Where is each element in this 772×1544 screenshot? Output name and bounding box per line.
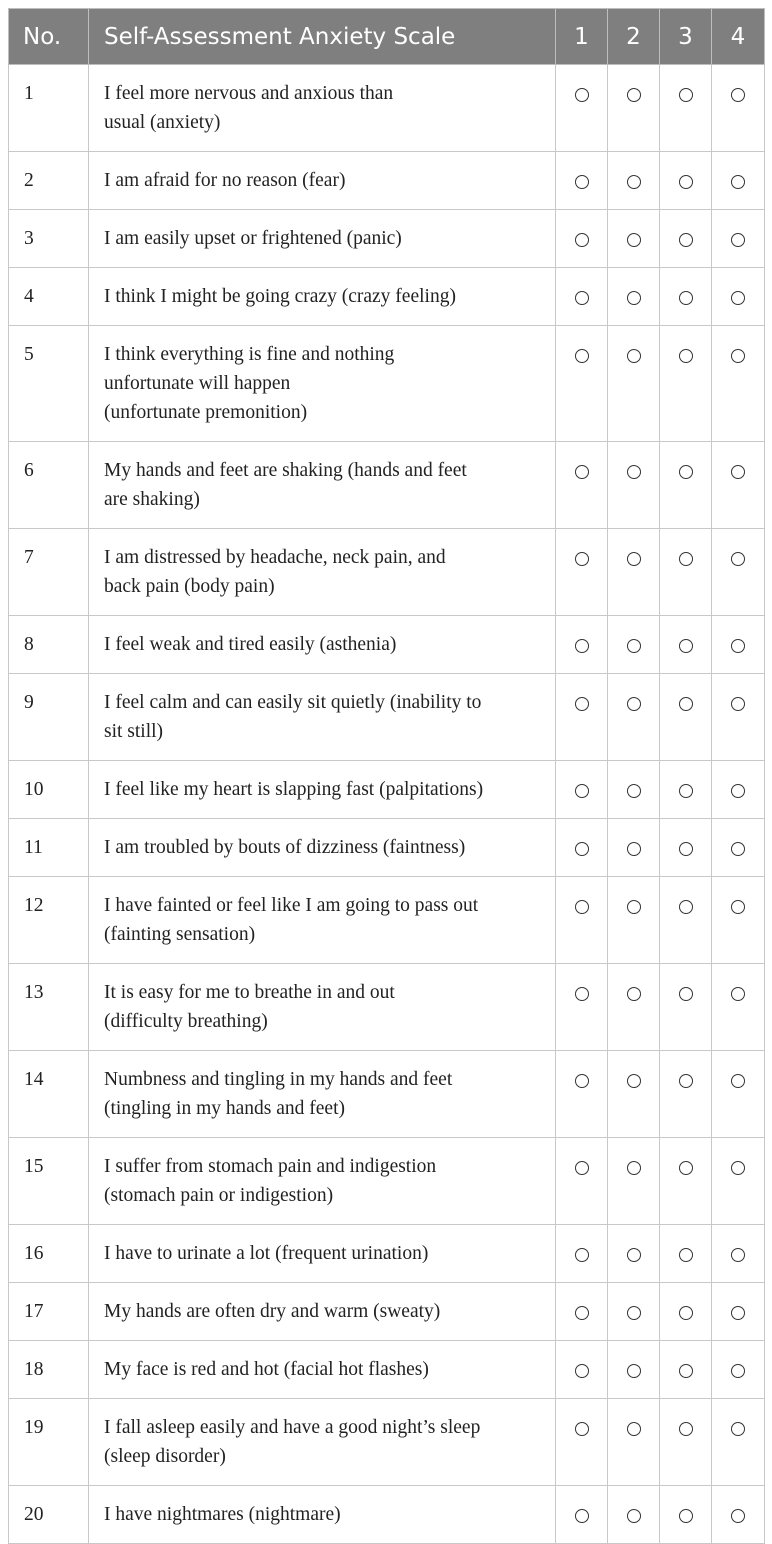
item-number: 5 xyxy=(9,326,89,442)
item-number: 20 xyxy=(9,1486,89,1544)
option-cell-4 xyxy=(712,529,765,616)
radio-option-3[interactable] xyxy=(679,88,693,102)
option-cell-3 xyxy=(660,210,712,268)
option-cell-4 xyxy=(712,1486,765,1544)
option-cell-2 xyxy=(608,65,660,152)
table-row xyxy=(9,819,765,877)
table-row xyxy=(9,1283,765,1341)
radio-option-4[interactable] xyxy=(731,233,745,247)
table-row xyxy=(9,529,765,616)
radio-option-2[interactable] xyxy=(627,784,641,798)
option-cell-1 xyxy=(556,529,608,616)
option-cell-4 xyxy=(712,65,765,152)
option-cell-4 xyxy=(712,1283,765,1341)
radio-option-3[interactable] xyxy=(679,842,693,856)
radio-option-4[interactable] xyxy=(731,900,745,914)
option-cell-2 xyxy=(608,674,660,761)
radio-option-4[interactable] xyxy=(731,1074,745,1088)
item-number: 4 xyxy=(9,268,89,326)
option-cell-2 xyxy=(608,1138,660,1225)
option-cell-4 xyxy=(712,1225,765,1283)
item-statement: I feel weak and tired easily (asthenia) xyxy=(89,616,556,674)
table-row xyxy=(9,761,765,819)
item-number: 16 xyxy=(9,1225,89,1283)
option-cell-3 xyxy=(660,65,712,152)
option-cell-2 xyxy=(608,1283,660,1341)
option-cell-1 xyxy=(556,210,608,268)
table-row xyxy=(9,964,765,1051)
option-cell-2 xyxy=(608,442,660,529)
item-number: 15 xyxy=(9,1138,89,1225)
option-cell-4 xyxy=(712,268,765,326)
item-statement: I suffer from stomach pain and indigestion (stomach pain or indigestion) xyxy=(89,1138,556,1225)
item-statement: I am troubled by bouts of dizziness (faintness) xyxy=(89,819,556,877)
item-statement: My face is red and hot (facial hot flashes) xyxy=(89,1341,556,1399)
radio-option-1[interactable] xyxy=(575,639,589,653)
table-row xyxy=(9,1486,765,1544)
item-number: 13 xyxy=(9,964,89,1051)
radio-option-2[interactable] xyxy=(627,842,641,856)
radio-option-4[interactable] xyxy=(731,175,745,189)
option-cell-1 xyxy=(556,1399,608,1486)
radio-option-2[interactable] xyxy=(627,175,641,189)
item-statement: I have nightmares (nightmare) xyxy=(89,1486,556,1544)
radio-option-4[interactable] xyxy=(731,291,745,305)
radio-option-3[interactable] xyxy=(679,1509,693,1523)
option-cell-1 xyxy=(556,616,608,674)
item-statement: I am afraid for no reason (fear) xyxy=(89,152,556,210)
option-cell-3 xyxy=(660,616,712,674)
item-number: 12 xyxy=(9,877,89,964)
radio-option-2[interactable] xyxy=(627,639,641,653)
option-cell-3 xyxy=(660,1341,712,1399)
radio-option-1[interactable] xyxy=(575,900,589,914)
option-cell-1 xyxy=(556,819,608,877)
radio-option-4[interactable] xyxy=(731,88,745,102)
option-cell-3 xyxy=(660,1138,712,1225)
option-cell-4 xyxy=(712,442,765,529)
radio-option-1[interactable] xyxy=(575,1074,589,1088)
option-cell-2 xyxy=(608,1399,660,1486)
radio-option-4[interactable] xyxy=(731,1364,745,1378)
option-cell-2 xyxy=(608,210,660,268)
table-row xyxy=(9,210,765,268)
radio-option-4[interactable] xyxy=(731,1306,745,1320)
radio-option-4[interactable] xyxy=(731,1248,745,1262)
item-statement: I feel like my heart is slapping fast (palpitations) xyxy=(89,761,556,819)
option-cell-1 xyxy=(556,1341,608,1399)
radio-option-4[interactable] xyxy=(731,1422,745,1436)
item-statement: I am easily upset or frightened (panic) xyxy=(89,210,556,268)
table-row xyxy=(9,674,765,761)
option-cell-1 xyxy=(556,268,608,326)
radio-option-2[interactable] xyxy=(627,697,641,711)
radio-option-4[interactable] xyxy=(731,1509,745,1523)
option-cell-3 xyxy=(660,268,712,326)
option-cell-1 xyxy=(556,65,608,152)
radio-option-3[interactable] xyxy=(679,784,693,798)
item-number: 10 xyxy=(9,761,89,819)
radio-option-4[interactable] xyxy=(731,349,745,363)
radio-option-3[interactable] xyxy=(679,1161,693,1175)
option-cell-1 xyxy=(556,761,608,819)
option-cell-1 xyxy=(556,1225,608,1283)
radio-option-3[interactable] xyxy=(679,465,693,479)
anxiety-scale-sheet xyxy=(8,8,764,1544)
item-statement: I have to urinate a lot (frequent urination) xyxy=(89,1225,556,1283)
item-statement: I think I might be going crazy (crazy feeling) xyxy=(89,268,556,326)
radio-option-3[interactable] xyxy=(679,552,693,566)
item-statement: Numbness and tingling in my hands and feet (tingling in my hands and feet) xyxy=(89,1051,556,1138)
radio-option-1[interactable] xyxy=(575,842,589,856)
item-number: 2 xyxy=(9,152,89,210)
table-row xyxy=(9,268,765,326)
option-cell-1 xyxy=(556,964,608,1051)
option-cell-4 xyxy=(712,616,765,674)
radio-option-4[interactable] xyxy=(731,987,745,1001)
option-cell-4 xyxy=(712,1051,765,1138)
option-cell-4 xyxy=(712,877,765,964)
item-number: 14 xyxy=(9,1051,89,1138)
radio-option-4[interactable] xyxy=(731,1161,745,1175)
option-cell-4 xyxy=(712,326,765,442)
item-number: 19 xyxy=(9,1399,89,1486)
option-cell-2 xyxy=(608,529,660,616)
option-cell-2 xyxy=(608,1225,660,1283)
header-option-1: 1 xyxy=(556,9,608,65)
radio-option-1[interactable] xyxy=(575,1161,589,1175)
radio-option-1[interactable] xyxy=(575,1422,589,1436)
radio-option-1[interactable] xyxy=(575,1248,589,1262)
radio-option-3[interactable] xyxy=(679,900,693,914)
table-row xyxy=(9,1138,765,1225)
item-statement: My hands are often dry and warm (sweaty) xyxy=(89,1283,556,1341)
option-cell-4 xyxy=(712,1138,765,1225)
table-body xyxy=(9,65,765,1544)
table-row xyxy=(9,1341,765,1399)
option-cell-2 xyxy=(608,761,660,819)
option-cell-4 xyxy=(712,819,765,877)
radio-option-3[interactable] xyxy=(679,233,693,247)
option-cell-1 xyxy=(556,1138,608,1225)
item-number: 7 xyxy=(9,529,89,616)
radio-option-2[interactable] xyxy=(627,900,641,914)
radio-option-4[interactable] xyxy=(731,465,745,479)
radio-option-1[interactable] xyxy=(575,1306,589,1320)
radio-option-1[interactable] xyxy=(575,175,589,189)
option-cell-2 xyxy=(608,1051,660,1138)
option-cell-4 xyxy=(712,152,765,210)
radio-option-4[interactable] xyxy=(731,842,745,856)
header-option-4: 4 xyxy=(712,9,765,65)
option-cell-3 xyxy=(660,326,712,442)
item-number: 6 xyxy=(9,442,89,529)
item-number: 8 xyxy=(9,616,89,674)
radio-option-1[interactable] xyxy=(575,784,589,798)
radio-option-2[interactable] xyxy=(627,291,641,305)
item-statement: I feel more nervous and anxious than usual (anxiety) xyxy=(89,65,556,152)
radio-option-3[interactable] xyxy=(679,175,693,189)
table-row xyxy=(9,1399,765,1486)
option-cell-3 xyxy=(660,1283,712,1341)
header-row xyxy=(9,9,765,65)
radio-option-3[interactable] xyxy=(679,1422,693,1436)
radio-option-3[interactable] xyxy=(679,639,693,653)
table-row xyxy=(9,1051,765,1138)
item-statement: I think everything is fine and nothing unfortunate will happen (unfortunate premonition) xyxy=(89,326,556,442)
option-cell-1 xyxy=(556,1283,608,1341)
radio-option-1[interactable] xyxy=(575,697,589,711)
option-cell-4 xyxy=(712,1341,765,1399)
option-cell-1 xyxy=(556,442,608,529)
radio-option-2[interactable] xyxy=(627,465,641,479)
option-cell-3 xyxy=(660,674,712,761)
radio-option-4[interactable] xyxy=(731,784,745,798)
item-statement: My hands and feet are shaking (hands and feet are shaking) xyxy=(89,442,556,529)
radio-option-3[interactable] xyxy=(679,1248,693,1262)
radio-option-4[interactable] xyxy=(731,697,745,711)
radio-option-3[interactable] xyxy=(679,1306,693,1320)
option-cell-3 xyxy=(660,761,712,819)
radio-option-3[interactable] xyxy=(679,1364,693,1378)
radio-option-1[interactable] xyxy=(575,349,589,363)
option-cell-4 xyxy=(712,210,765,268)
option-cell-2 xyxy=(608,964,660,1051)
item-number: 17 xyxy=(9,1283,89,1341)
radio-option-1[interactable] xyxy=(575,465,589,479)
radio-option-3[interactable] xyxy=(679,349,693,363)
radio-option-2[interactable] xyxy=(627,1161,641,1175)
option-cell-1 xyxy=(556,674,608,761)
option-cell-2 xyxy=(608,268,660,326)
radio-option-1[interactable] xyxy=(575,1364,589,1378)
radio-option-2[interactable] xyxy=(627,349,641,363)
option-cell-3 xyxy=(660,964,712,1051)
radio-option-1[interactable] xyxy=(575,552,589,566)
radio-option-3[interactable] xyxy=(679,987,693,1001)
option-cell-4 xyxy=(712,674,765,761)
option-cell-3 xyxy=(660,1399,712,1486)
radio-option-2[interactable] xyxy=(627,552,641,566)
item-statement: I am distressed by headache, neck pain, and back pain (body pain) xyxy=(89,529,556,616)
option-cell-3 xyxy=(660,819,712,877)
option-cell-2 xyxy=(608,616,660,674)
option-cell-2 xyxy=(608,152,660,210)
table-row xyxy=(9,442,765,529)
radio-option-3[interactable] xyxy=(679,697,693,711)
header-option-3: 3 xyxy=(660,9,712,65)
option-cell-1 xyxy=(556,1051,608,1138)
option-cell-1 xyxy=(556,1486,608,1544)
option-cell-2 xyxy=(608,819,660,877)
option-cell-3 xyxy=(660,1486,712,1544)
table-row xyxy=(9,152,765,210)
radio-option-4[interactable] xyxy=(731,639,745,653)
item-statement: It is easy for me to breathe in and out (difficulty breathing) xyxy=(89,964,556,1051)
radio-option-2[interactable] xyxy=(627,1074,641,1088)
item-statement: I fall asleep easily and have a good night’s sleep (sleep disorder) xyxy=(89,1399,556,1486)
table-row xyxy=(9,65,765,152)
radio-option-1[interactable] xyxy=(575,1509,589,1523)
item-number: 1 xyxy=(9,65,89,152)
radio-option-4[interactable] xyxy=(731,552,745,566)
radio-option-1[interactable] xyxy=(575,88,589,102)
option-cell-3 xyxy=(660,442,712,529)
option-cell-4 xyxy=(712,964,765,1051)
option-cell-2 xyxy=(608,1341,660,1399)
option-cell-1 xyxy=(556,877,608,964)
item-number: 11 xyxy=(9,819,89,877)
option-cell-2 xyxy=(608,1486,660,1544)
option-cell-2 xyxy=(608,326,660,442)
option-cell-3 xyxy=(660,1225,712,1283)
radio-option-2[interactable] xyxy=(627,1306,641,1320)
option-cell-4 xyxy=(712,761,765,819)
radio-option-2[interactable] xyxy=(627,1248,641,1262)
radio-option-1[interactable] xyxy=(575,987,589,1001)
radio-option-2[interactable] xyxy=(627,987,641,1001)
radio-option-1[interactable] xyxy=(575,233,589,247)
option-cell-1 xyxy=(556,326,608,442)
header-option-2: 2 xyxy=(608,9,660,65)
anxiety-scale-table xyxy=(8,8,765,1544)
option-cell-3 xyxy=(660,877,712,964)
option-cell-3 xyxy=(660,152,712,210)
option-cell-4 xyxy=(712,1399,765,1486)
radio-option-2[interactable] xyxy=(627,233,641,247)
item-number: 9 xyxy=(9,674,89,761)
radio-option-1[interactable] xyxy=(575,291,589,305)
header-title: Self-Assessment Anxiety Scale xyxy=(89,9,556,65)
radio-option-3[interactable] xyxy=(679,291,693,305)
item-statement: I feel calm and can easily sit quietly (inability to sit still) xyxy=(89,674,556,761)
option-cell-2 xyxy=(608,877,660,964)
table-row xyxy=(9,1225,765,1283)
option-cell-1 xyxy=(556,152,608,210)
table-row xyxy=(9,326,765,442)
option-cell-3 xyxy=(660,1051,712,1138)
header-number: No. xyxy=(9,9,89,65)
table-header xyxy=(9,9,765,65)
radio-option-2[interactable] xyxy=(627,1364,641,1378)
item-statement: I have fainted or feel like I am going to pass out (fainting sensation) xyxy=(89,877,556,964)
radio-option-3[interactable] xyxy=(679,1074,693,1088)
table-row xyxy=(9,877,765,964)
radio-option-2[interactable] xyxy=(627,1422,641,1436)
item-number: 18 xyxy=(9,1341,89,1399)
radio-option-2[interactable] xyxy=(627,88,641,102)
table-row xyxy=(9,616,765,674)
item-number: 3 xyxy=(9,210,89,268)
radio-option-2[interactable] xyxy=(627,1509,641,1523)
option-cell-3 xyxy=(660,529,712,616)
